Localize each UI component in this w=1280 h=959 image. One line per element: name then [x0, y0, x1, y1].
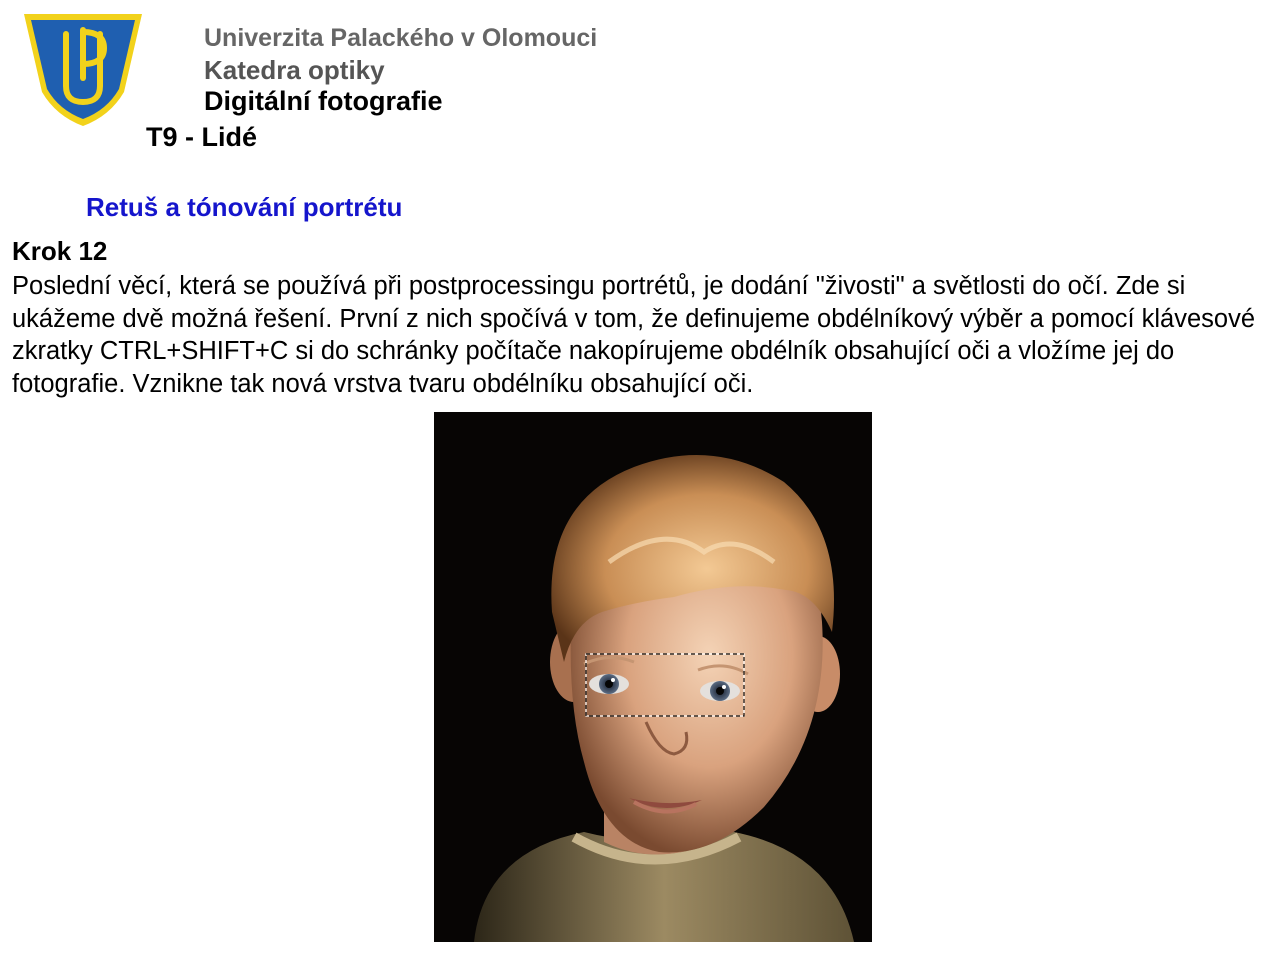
step-label: Krok 12	[12, 236, 108, 266]
course-name: Digitální fotografie	[204, 86, 443, 116]
university-name: Univerzita Palackého v Olomouci	[204, 24, 598, 52]
step-description: Poslední věcí, která se používá při postprocessingu portrétů, je dodání "živosti" a světlosti do očí. Zde si ukážeme dvě možná řešení. První z nich spočívá v tom, že definujeme obdélníkový výběr a pomocí klávesové zkratky CTRL+SHIFT+C si do schránky počítače nakopírujeme obdélník obsahující oči a vložíme jej do fotografie. Vznikne tak nová vrstva tvaru obdélníku obsahující oči.	[12, 272, 1256, 398]
section-title: Retuš a tónování portrétu	[86, 192, 403, 222]
right-eye-highlight	[722, 685, 726, 689]
university-logo	[20, 8, 146, 132]
left-eye-highlight	[611, 678, 615, 682]
department-name: Katedra optiky	[204, 55, 385, 85]
topic-title: T9 - Lidé	[146, 122, 258, 152]
portrait-photo	[434, 412, 872, 942]
